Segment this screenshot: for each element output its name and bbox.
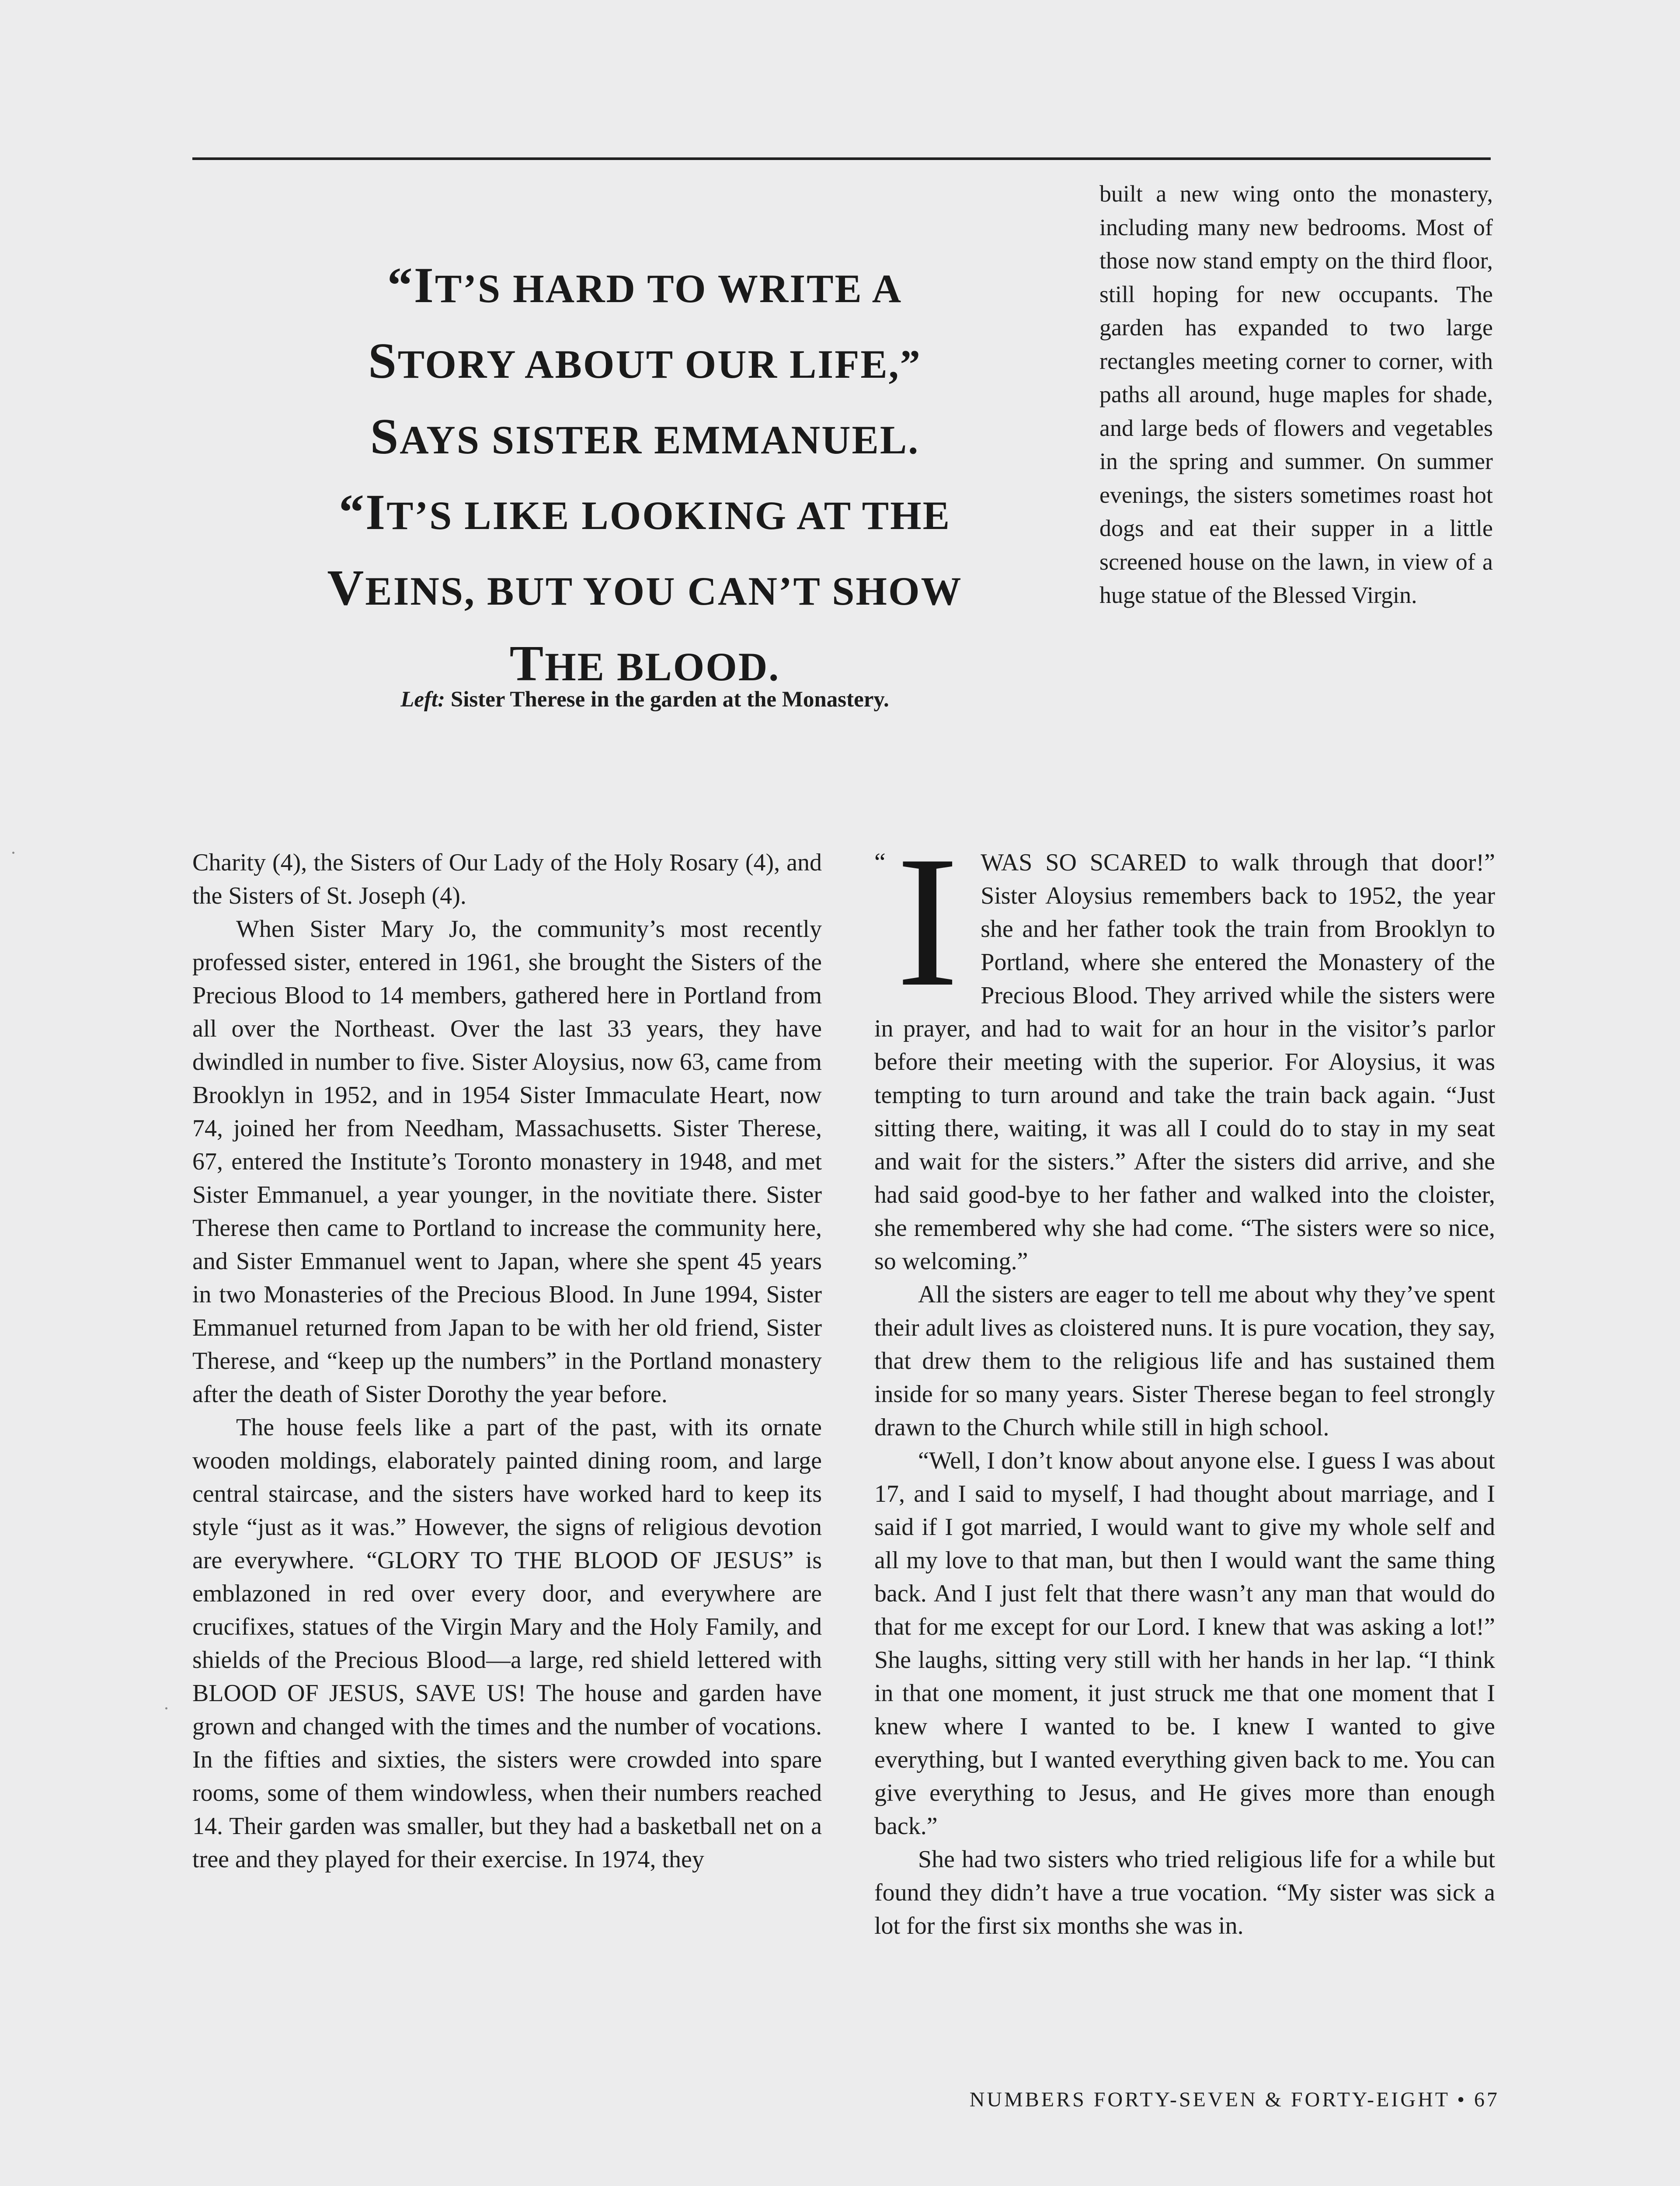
pull-quote-line: VEINS, BUT YOU CAN’T SHOW: [327, 560, 963, 616]
pull-quote: [219, 249, 1071, 703]
paper-speck: [165, 1707, 167, 1709]
page-footer: NUMBERS FORTY-SEVEN & FORTY-EIGHT • 67: [969, 2088, 1499, 2111]
paragraph: built a new wing onto the monastery, including many new bedrooms. Most of those now stand empty on the third floor, still hoping for new occupants. The garden has expanded to two large rectangles meeting corner to corner, with paths all around, huge maples for shade, and large beds of flowers and vegetables in the spring and summer. On summer evenings, the sisters sometimes roast hot dogs and eat their supper in a little screened house on the lawn, in view of a huge statue of the Blessed Virgin.: [1099, 181, 1493, 608]
drop-cap-quote: “: [874, 848, 886, 876]
paragraph: When Sister Mary Jo, the community’s most recently professed sister, entered in 1961, she brought the Sisters of the Precious Blood to 14 members, gathered here in Portland from all over the Northeast. Over the last 33 years, they have dwindled in number to five. Sister Aloysius, now 63, came from Brooklyn in 1952, and in 1954 Sister Immaculate Heart, now 74, joined her from Needham, Massachusetts. Sister Therese, 67, entered the Institute’s Toronto monastery in 1948, and met Sister Emmanuel, a year younger, in the novitiate there. Sister Therese then came to Portland to increase the community here, and Sister Emmanuel went to Japan, where she spent 45 years in two Monasteries of the Precious Blood. In June 1994, Sister Emmanuel returned from Japan to be with her old friend, Sister Therese, and “keep up the numbers” in the Portland monastery after the death of Sister Dorothy the year before.: [192, 915, 822, 1408]
right-column: [874, 818, 1495, 1942]
pull-quote-line: THE BLOOD.: [509, 636, 780, 692]
drop-cap: [874, 818, 959, 1026]
drop-cap-letter: I: [896, 818, 959, 1026]
paragraph: [874, 818, 1495, 1278]
paragraph: Charity (4), the Sisters of Our Lady of the Holy Rosary (4), and the Sisters of St. Joseph (4).: [192, 849, 822, 909]
caption-text: Sister Therese in the garden at the Monastery.: [445, 687, 889, 712]
pull-quote-line: “IT’S LIKE LOOKING AT THE: [338, 484, 951, 540]
header-rule: [192, 157, 1491, 160]
paragraph: “Well, I don’t know about anyone else. I guess I was about 17, and I said to myself, I had thought about marriage, and I said if I got married, I would want to give my whole self and all my love to that man, but then I would want the same thing back. And I just felt that there wasn’t any man that would do that for me except for our Lord. I knew that was asking a lot!” She laughs, sitting very still with her hands in her lap. “I think in that one moment, it just struck me that one moment that I knew where I wanted to be. I knew I wanted to give everything, but I wanted everything given back to me. You can give everything to Jesus, and He gives more than enough back.”: [874, 1447, 1495, 1840]
paper-speck: [12, 852, 14, 854]
first-paragraph-text: WAS SO SCARED to walk through that door!” Sister Aloysius remembers back to 1952, the year she and her father took the train from Brooklyn to Portland, where she entered the Monastery of the Precious Blood. They arrived while the sisters were in prayer, and had to wait for an hour in the visitor’s parlor before their meeting with the superior. For Aloysius, it was tempting to turn around and take the train back again. “Just sitting there, waiting, it was all I could do to stay in my seat and wait for the sisters.” After the sisters did arrive, and she had said good-bye to her father and walked into the cloister, she remembered why she had come. “The sisters were so nice, so welcoming.”: [874, 849, 1495, 1275]
paragraph: The house feels like a part of the past, with its ornate wooden moldings, elaborately painted dining room, and large central staircase, and the sisters have worked hard to keep its style “just as it was.” However, the signs of religious devotion are everywhere. “GLORY TO THE BLOOD OF JESUS” is emblazoned in red over every door, and everywhere are crucifixes, statues of the Virgin Mary and the Holy Family, and shields of the Precious Blood—a large, red shield lettered with BLOOD OF JESUS, SAVE US! The house and garden have grown and changed with the times and the number of vocations. In the fifties and sixties, the sisters were crowded into spare rooms, some of them windowless, when their numbers reached 14. Their garden was smaller, but they had a basketball net on a tree and they played for their exercise. In 1974, they: [192, 1414, 822, 1873]
photo-caption: [219, 684, 1071, 715]
paragraph: She had two sisters who tried religious life for a while but found they didn’t have a true vocation. “My sister was sick a lot for the first six months she was in.: [874, 1846, 1495, 1939]
pull-quote-line: “IT’S HARD TO WRITE A: [387, 258, 903, 313]
paragraph: All the sisters are eager to tell me about why they’ve spent their adult lives as cloistered nuns. It is pure vocation, they say, that drew them to the religious life and has sustained them inside for so many years. Sister Therese began to feel strongly drawn to the Church while still in high school.: [874, 1281, 1495, 1441]
caption-lead: Left:: [400, 687, 445, 712]
top-right-column: [1099, 177, 1493, 612]
left-column: [192, 846, 822, 1876]
pull-quote-line: STORY ABOUT OUR LIFE,”: [368, 333, 922, 389]
pull-quote-line: SAYS SISTER EMMANUEL.: [370, 409, 920, 465]
